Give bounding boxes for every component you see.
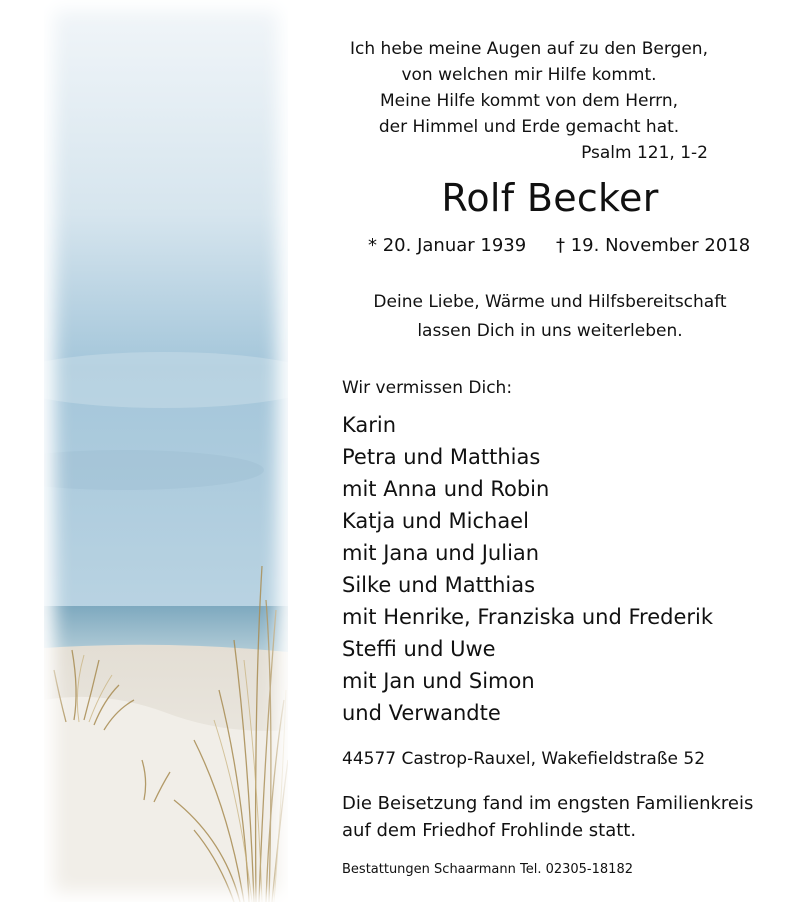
motto-line: Deine Liebe, Wärme und Hilfsbereitschaft <box>373 292 727 312</box>
obituary-text <box>300 0 800 902</box>
mourner-entry: Steffi und Uwe <box>342 637 496 661</box>
psalm-quote <box>350 36 708 166</box>
mourners-list <box>342 409 713 729</box>
beach-dune-photo <box>44 0 288 902</box>
mourner-entry: Karin <box>342 413 397 437</box>
mourner-entry: Silke und Matthias <box>342 573 536 597</box>
mourner-entry: mit Henrike, Franziska und Frederik <box>342 605 714 629</box>
deceased-name: Rolf Becker <box>441 176 659 220</box>
mourner-entry: Petra und Matthias <box>342 445 541 469</box>
death-date: † 19. November 2018 <box>556 235 751 256</box>
mourners-intro: Wir vermissen Dich: <box>342 378 513 398</box>
psalm-line: Meine Hilfe kommt von dem Herrn, <box>379 91 679 111</box>
sky-area <box>44 0 288 612</box>
motto-line: lassen Dich in uns weiterleben. <box>417 321 683 341</box>
mourner-entry: und Verwandte <box>342 701 501 725</box>
family-address: 44577 Castrop-Rauxel, Wakefieldstraße 52 <box>342 749 706 769</box>
psalm-line: der Himmel und Erde gemacht hat. <box>378 117 680 137</box>
burial-notice <box>342 790 753 844</box>
psalm-reference: Psalm 121, 1-2 <box>581 143 708 163</box>
mourner-entry: mit Jan und Simon <box>342 669 535 693</box>
burial-line: Die Beisetzung fand im engsten Familienkreis <box>342 793 754 814</box>
undertaker-contact: Bestattungen Schaarmann Tel. 02305-18182 <box>342 862 633 877</box>
mourner-entry: Katja und Michael <box>342 509 529 533</box>
mourner-entry: mit Anna und Robin <box>342 477 550 501</box>
mourner-entry: mit Jana und Julian <box>342 541 540 565</box>
burial-line: auf dem Friedhof Frohlinde statt. <box>342 820 637 841</box>
psalm-line: von welchen mir Hilfe kommt. <box>401 65 657 85</box>
psalm-line: Ich hebe meine Augen auf zu den Bergen, <box>350 39 708 59</box>
beach-scene-illustration <box>44 0 288 902</box>
birth-date: * 20. Januar 1939 <box>368 235 527 256</box>
memorial-motto <box>300 288 800 346</box>
